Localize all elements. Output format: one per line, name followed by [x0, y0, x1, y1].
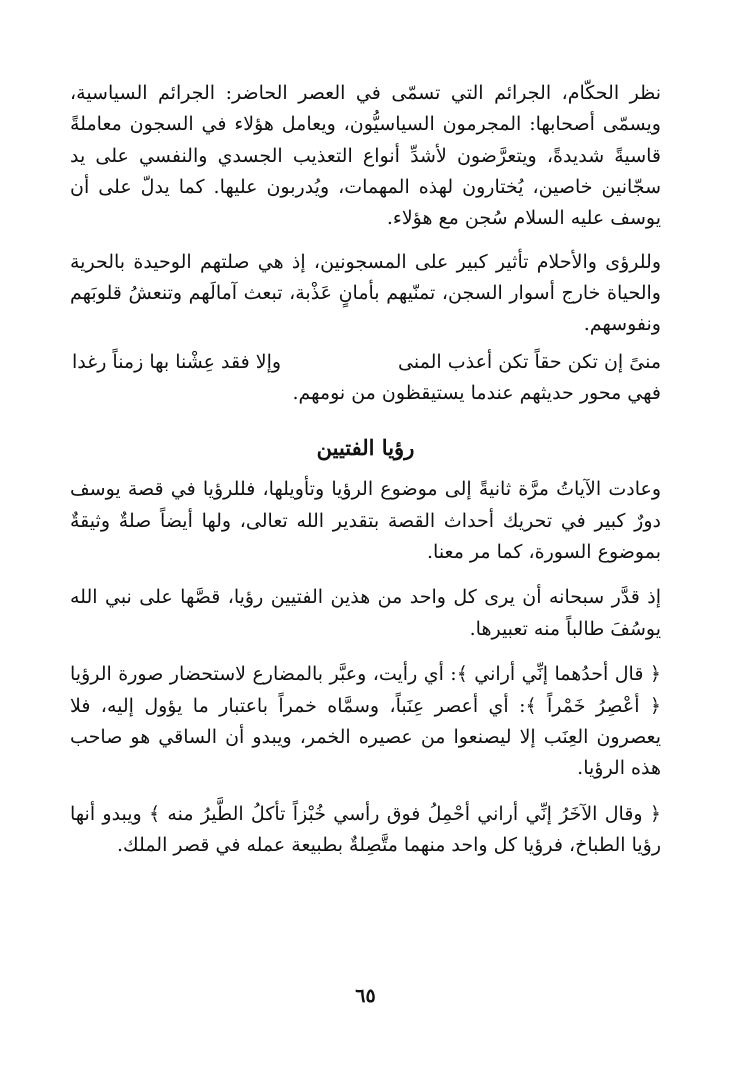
verse-second-hemistich: وإلا فقد عِشْنا بها زمناً رغدا: [72, 350, 282, 373]
paragraph-dreams-role: وعادت الآياتُ مرَّة ثانيةً إلى موضوع الرؤيا وتأويلها، فللرؤيا في قصة يوسف دورٌ كبير في تحريك أحداث القصة بتقدير الله تعالى، ولها أيضاً صلةٌ وثيقةٌ بموضوع السورة، كما مر معنا.: [70, 478, 661, 564]
paragraph-second-dream: ﴿ وقال الآخَرُ إنِّي أراني أحْمِلُ فوق رأسي خُبْزاً تأكلُ الطَّيرُ منه ﴾ ويبدو أنها رؤيا الطباخ، فرؤيا كل واحد منهما متَّصِلةٌ بطبيعة عمله في قصر الملك.: [70, 802, 661, 856]
page-number: ٦٥: [355, 985, 376, 1007]
paragraph-dream-conversation: فهي محور حديثهم عندما يستيقظون من نومهم.: [292, 382, 661, 405]
poetry-verse: [70, 347, 661, 378]
paragraph-two-youths: إذ قدَّر سبحانه أن يرى كل واحد من هذين الفتيين رؤيا، قصَّها على نبي الله يوسُفَ طالباً منه تعبيرها.: [70, 586, 661, 640]
section-heading: رؤيا الفتيين: [316, 435, 415, 461]
verse-first-hemistich: منىً إن تكن حقاً تكن أعذب المنى: [398, 350, 661, 373]
paragraph-dreams-prisoners: وللرؤى والأحلام تأثير كبير على المسجونين، إذ هي صلتهم الوحيدة بالحرية والحياة خارج أسوار السجن، تمنّيهم بأمانٍ عَذْبة، تبعث آمالَهم وتنعشُ قلوبَهم ونفوسهم.: [70, 250, 661, 336]
paragraph-political-prisoners: نظر الحكّام، الجرائم التي تسمّى في العصر الحاضر: الجرائم السياسية، ويسمّى أصحابها: المجرمون السياسيُّون، ويعامل هؤلاء في السجون معاملةً قاسيةً شديدةً، ويتعرَّضون لأشدِّ أنواع التعذيب الجسدي والنفسي على يد سجّانين خاصين، يُختارون لهذه المهمات، ويُدربون عليها. كما يدلّ على أن يوسف عليه السلام سُجن مع هؤلاء.: [70, 82, 661, 230]
paragraph-first-dream: ﴿ قال أحدُهما إنِّي أراني ﴾: أي رأيت، وعبَّر بالمضارع لاستحضار صورة الرؤيا ﴿ أعْصِرُ خَمْراً ﴾: أي أعصر عِنَباً، وسمَّاه خمراً باعتبار ما يؤول إليه، فلا يعصرون العِنَب إلا ليصنعوا من عصيره الخمر، ويبدو أن الساقي هو صاحب هذه الرؤيا.: [70, 663, 661, 780]
